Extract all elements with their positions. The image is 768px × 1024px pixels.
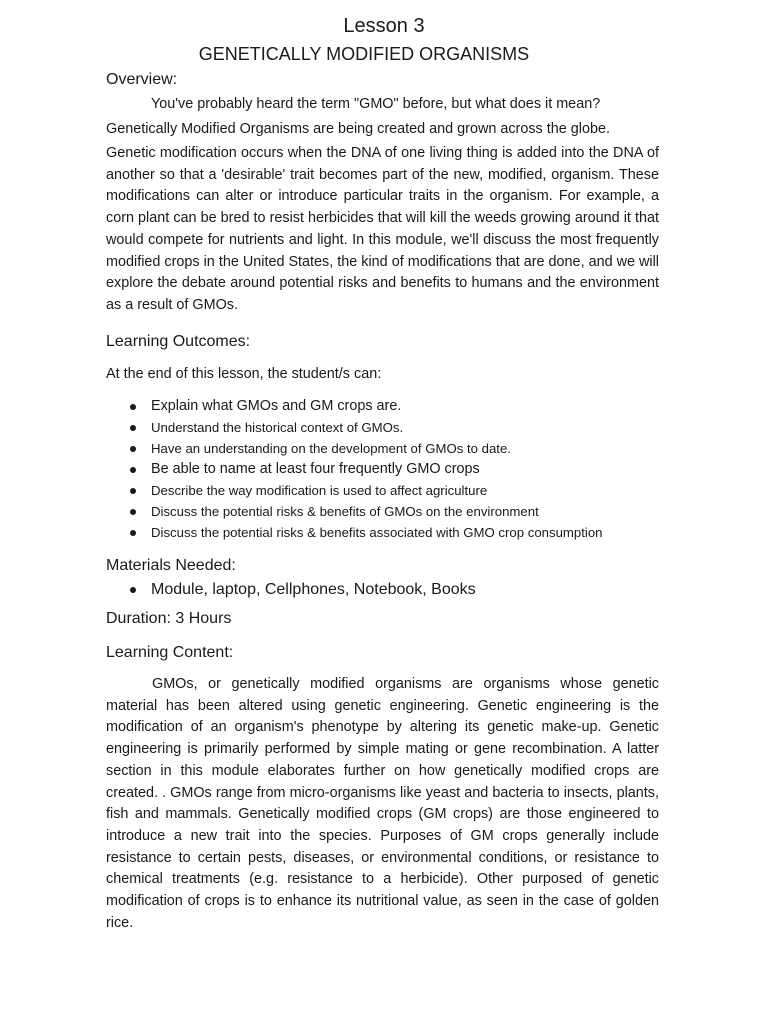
learning-content-paragraph: GMOs, or genetically modified organisms are organisms whose genetic material has been altered using genetic engineering. Genetic engineering is the modification of an organism's phenotype by altering its genetic make-up. Genetic engineering is primarily performed by simple mating or gene recombination. A latter section in this module elaborates further on how genetically modified crops are created. . GMOs range from micro-organisms like yeast and bacteria to insects, plants, fish and mammals. Genetically modified crops (GM crops) are those engineered to introduce a new trait into the species. Purposes of GM crops generally include resistance to certain pests, diseases, or environmental conditions, or resistance to chemical treatments (e.g. resistance to a herbicide). Other purposed of genetic modification of crops is to enhance its nutritional value, as seen in the case of golden rice. xyxy=(106,676,659,931)
list-item: Module, laptop, Cellphones, Notebook, Books xyxy=(128,579,688,601)
list-item: Describe the way modification is used to affect agriculture xyxy=(128,480,688,501)
list-item: Discuss the potential risks & benefits associated with GMO crop consumption xyxy=(128,522,688,543)
overview-line-2: Genetically Modified Organisms are being created and grown across the globe. xyxy=(106,121,610,137)
overview-heading: Overview: xyxy=(106,71,178,88)
overview-line-1: You've probably heard the term "GMO" before, but what does it mean? xyxy=(151,96,601,112)
learning-content-heading: Learning Content: xyxy=(106,644,234,661)
learning-outcomes-list xyxy=(128,396,688,543)
materials-list xyxy=(128,579,688,601)
duration-text: Duration: 3 Hours xyxy=(106,610,232,627)
lesson-number: Lesson 3 xyxy=(343,15,425,37)
materials-heading: Materials Needed: xyxy=(106,557,236,574)
list-item: Be able to name at least four frequently GMO crops xyxy=(128,459,688,480)
learning-outcomes-heading: Learning Outcomes: xyxy=(106,333,251,350)
page-title: GENETICALLY MODIFIED ORGANISMS xyxy=(198,44,530,64)
list-item: Have an understanding on the development of GMOs to date. xyxy=(128,438,688,459)
list-item: Understand the historical context of GMOs. xyxy=(128,417,688,438)
overview-paragraph: Genetic modification occurs when the DNA of one living thing is added into the DNA of another so that a 'desirable' trait becomes part of the new, modified, organism. These modifications can alter or introduce particular traits in the organism. For example, a corn plant can be bred to resist herbicides that will kill the weeds growing around it that would compete for nutrients and light. In this module, we'll discuss the most frequently modified crops in the United States, the kind of modifications that are done, and we will explore the debate around potential risks and benefits to humans and the environment as a result of GMOs. xyxy=(106,145,659,313)
learning-outcomes-intro: At the end of this lesson, the student/s can: xyxy=(106,366,382,382)
list-item: Explain what GMOs and GM crops are. xyxy=(128,396,688,417)
list-item: Discuss the potential risks & benefits of GMOs on the environment xyxy=(128,501,688,522)
